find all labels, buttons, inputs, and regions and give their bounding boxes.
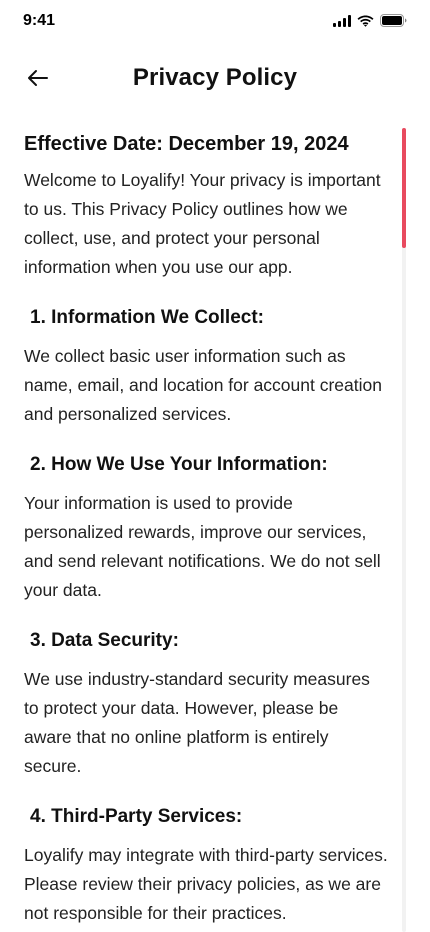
section-heading: 3. Data Security: bbox=[30, 630, 179, 651]
status-time: 9:41 bbox=[23, 12, 56, 29]
page-title: Privacy Policy bbox=[132, 64, 298, 91]
header bbox=[0, 52, 430, 108]
status-bar bbox=[0, 0, 430, 44]
status-icons bbox=[333, 14, 407, 32]
battery-icon bbox=[380, 14, 407, 32]
section-heading: 4. Third-Party Services: bbox=[30, 806, 243, 827]
section-heading: 2. How We Use Your Information: bbox=[30, 454, 328, 475]
section-body: Loyalify may integrate with third-party services. Please review their privacy policies, as we are not responsible for their practices. bbox=[24, 845, 388, 923]
effective-date: Effective Date: December 19, 2024 bbox=[24, 133, 349, 155]
section-body: We use industry-standard security measures to protect your data. However, please be aware that no online platform is entirely secure. bbox=[24, 669, 370, 776]
section-body: We collect basic user information such as name, email, and location for account creation and personalized services. bbox=[24, 346, 382, 424]
section-body: Your information is used to provide personalized rewards, improve our services, and send relevant notifications. We do not sell your data. bbox=[24, 493, 381, 600]
section-heading: 1. Information We Collect: bbox=[30, 307, 265, 328]
scrollbar-track[interactable] bbox=[402, 128, 406, 932]
wifi-icon bbox=[357, 14, 374, 32]
intro-paragraph: Welcome to Loyalify! Your privacy is important to us. This Privacy Policy outlines how we collect, use, and protect your personal information when you use our app. bbox=[24, 170, 381, 277]
policy-content[interactable] bbox=[24, 128, 388, 932]
signal-icon bbox=[333, 14, 351, 32]
scrollbar-thumb[interactable] bbox=[402, 128, 406, 248]
